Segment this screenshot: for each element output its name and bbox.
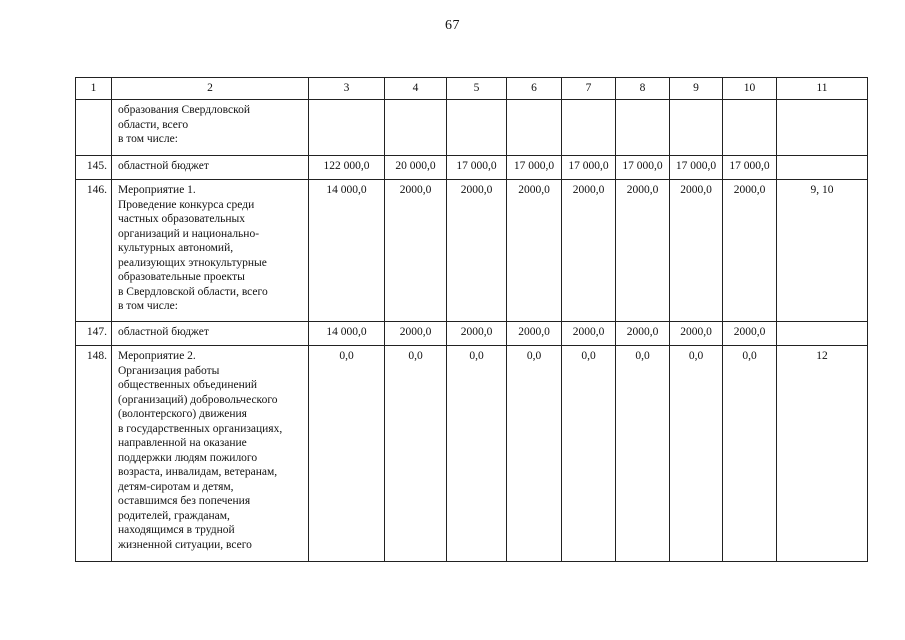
column-header: 5 bbox=[447, 78, 507, 100]
row-description: областной бюджет bbox=[112, 156, 309, 180]
value-cell: 14 000,0 bbox=[309, 180, 385, 322]
value-cell bbox=[385, 100, 447, 156]
target-indicator-cell bbox=[777, 100, 868, 156]
target-indicator-cell: 12 bbox=[777, 346, 868, 562]
value-cell: 2000,0 bbox=[385, 322, 447, 346]
column-header: 8 bbox=[616, 78, 670, 100]
value-cell: 2000,0 bbox=[507, 180, 562, 322]
value-cell bbox=[616, 100, 670, 156]
value-cell: 17 000,0 bbox=[670, 156, 723, 180]
value-cell: 0,0 bbox=[562, 346, 616, 562]
value-cell: 2000,0 bbox=[723, 322, 777, 346]
target-indicator-cell bbox=[777, 156, 868, 180]
table-header-row bbox=[76, 78, 868, 100]
table-row bbox=[76, 100, 868, 156]
row-number: 148. bbox=[76, 346, 112, 562]
value-cell bbox=[309, 100, 385, 156]
table-row bbox=[76, 322, 868, 346]
row-number: 147. bbox=[76, 322, 112, 346]
table-row bbox=[76, 156, 868, 180]
value-cell: 2000,0 bbox=[723, 180, 777, 322]
value-cell: 17 000,0 bbox=[562, 156, 616, 180]
row-description: образования Свердловской области, всего в том числе: bbox=[112, 100, 309, 156]
value-cell: 0,0 bbox=[723, 346, 777, 562]
value-cell: 2000,0 bbox=[616, 322, 670, 346]
target-indicator-cell bbox=[777, 322, 868, 346]
value-cell bbox=[507, 100, 562, 156]
value-cell: 17 000,0 bbox=[616, 156, 670, 180]
value-cell: 2000,0 bbox=[670, 180, 723, 322]
table-row bbox=[76, 180, 868, 322]
value-cell: 17 000,0 bbox=[507, 156, 562, 180]
value-cell: 0,0 bbox=[670, 346, 723, 562]
page-number: 67 bbox=[445, 18, 460, 33]
value-cell bbox=[670, 100, 723, 156]
program-table bbox=[75, 77, 868, 562]
value-cell: 14 000,0 bbox=[309, 322, 385, 346]
value-cell: 2000,0 bbox=[562, 180, 616, 322]
value-cell: 0,0 bbox=[385, 346, 447, 562]
column-header: 11 bbox=[777, 78, 868, 100]
value-cell: 122 000,0 bbox=[309, 156, 385, 180]
value-cell: 2000,0 bbox=[562, 322, 616, 346]
value-cell bbox=[447, 100, 507, 156]
table-row bbox=[76, 346, 868, 562]
column-header: 2 bbox=[112, 78, 309, 100]
row-number bbox=[76, 100, 112, 156]
value-cell: 17 000,0 bbox=[447, 156, 507, 180]
value-cell bbox=[723, 100, 777, 156]
target-indicator-cell: 9, 10 bbox=[777, 180, 868, 322]
column-header: 1 bbox=[76, 78, 112, 100]
column-header: 6 bbox=[507, 78, 562, 100]
row-number: 145. bbox=[76, 156, 112, 180]
value-cell: 0,0 bbox=[447, 346, 507, 562]
value-cell: 20 000,0 bbox=[385, 156, 447, 180]
column-header: 9 bbox=[670, 78, 723, 100]
value-cell: 2000,0 bbox=[616, 180, 670, 322]
value-cell: 2000,0 bbox=[447, 322, 507, 346]
row-description: Мероприятие 1. Проведение конкурса среди частных образовательных организаций и национально- культурных автономий, реализующих этнокультурные образовательные проекты в Свердловской области, всего в том числе: bbox=[112, 180, 309, 322]
column-header: 4 bbox=[385, 78, 447, 100]
value-cell bbox=[562, 100, 616, 156]
value-cell: 17 000,0 bbox=[723, 156, 777, 180]
row-number: 146. bbox=[76, 180, 112, 322]
value-cell: 0,0 bbox=[616, 346, 670, 562]
row-description: Мероприятие 2. Организация работы общественных объединений (организаций) добровольческого (волонтерского) движения в государственных организациях, направленной на оказание поддержки людям пожилого возраста, инвалидам, ветеранам, детям-сиротам и детям, оставшимся без попечения родителей, гражданам, находящимся в трудной жизненной ситуации, всего bbox=[112, 346, 309, 562]
column-header: 3 bbox=[309, 78, 385, 100]
row-description: областной бюджет bbox=[112, 322, 309, 346]
value-cell: 2000,0 bbox=[385, 180, 447, 322]
value-cell: 0,0 bbox=[507, 346, 562, 562]
column-header: 7 bbox=[562, 78, 616, 100]
column-header: 10 bbox=[723, 78, 777, 100]
value-cell: 2000,0 bbox=[447, 180, 507, 322]
value-cell: 2000,0 bbox=[507, 322, 562, 346]
value-cell: 0,0 bbox=[309, 346, 385, 562]
value-cell: 2000,0 bbox=[670, 322, 723, 346]
